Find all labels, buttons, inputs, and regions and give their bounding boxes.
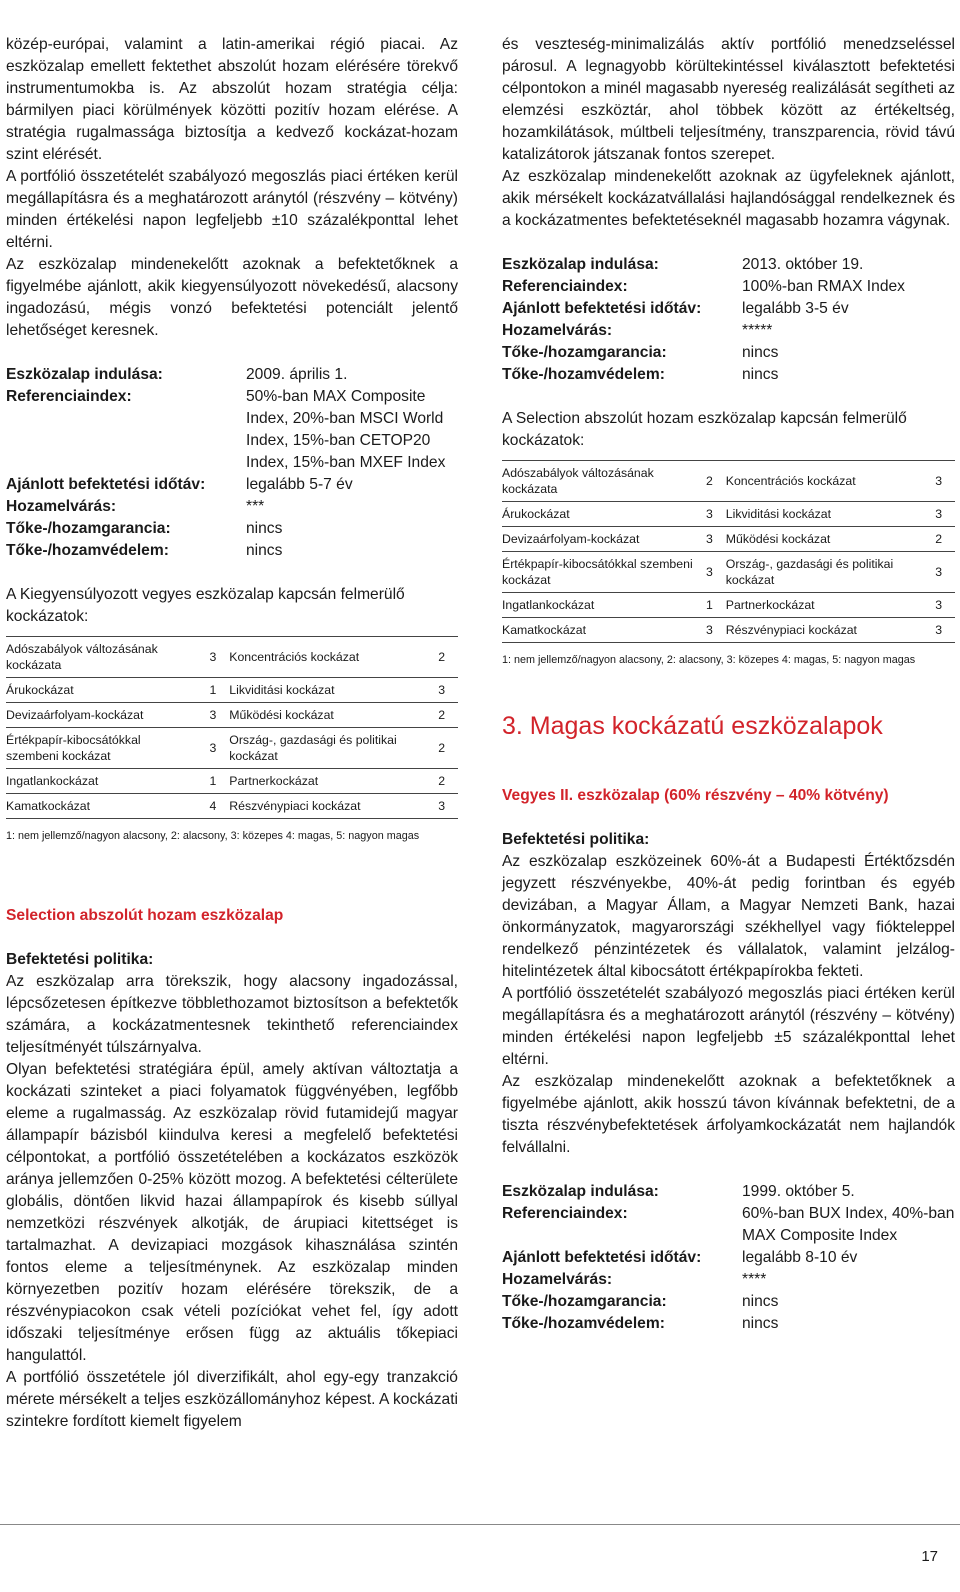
table-row: Kamatkockázat 4 Részvénypiaci kockázat 3 (6, 794, 458, 819)
info-value: ***** (742, 322, 773, 339)
paragraph: Az eszközalap mindenekelőtt azoknak a befektetőknek a figyelmébe ajánlott, akik hosszú távon kívánnak befektetni, de a tiszta részvénybefektetések árfolyamkockázatát nem hajlandók felvállalni. (502, 1073, 955, 1156)
info-key: Referenciaindex: (6, 388, 132, 405)
paragraph: Az eszközalap arra törekszik, hogy alacsony ingadozással, lépcsőzetesen építkezve többlethozamot biztosítson a befektetők számára, a kockázatmentesnek tekinthető referenciaindex teljesítményét túlszárnyalva. (6, 973, 458, 1056)
paragraph: A portfólió összetételét szabályozó megoszlás piaci értéken kerül megállapításra és a meghatározott aránytól (részvény – kötvény) minden értékelési napon legfeljebb ±5 százalékponttal lehet eltérni. (502, 985, 955, 1068)
info-key: Tőke-/hozamgarancia: (6, 520, 171, 537)
info-key: Tőke-/hozamgarancia: (502, 1293, 667, 1310)
table-row: Kamatkockázat 3 Részvénypiaci kockázat 3 (502, 618, 955, 643)
risk-scale-note: 1: nem jellemző/nagyon alacsony, 2: alacsony, 3: közepes 4: magas, 5: nagyon magas (502, 654, 916, 666)
table-row: Értékpapír-kibocsátókkal szembeni kockázat 3 Ország-, gazdasági és politikai kockázat 3 (502, 552, 955, 593)
info-value: nincs (742, 1293, 779, 1310)
info-value: nincs (742, 1315, 779, 1332)
info-value: 60%-ban BUX Index, 40%-ban MAX Composite Index (742, 1205, 955, 1244)
table-row: Értékpapír-kibocsátókkal szembeni kockázat 3 Ország-, gazdasági és politikai kockázat 2 (6, 728, 458, 769)
info-value: *** (246, 498, 265, 515)
page-number: 17 (921, 1548, 938, 1565)
info-key: Tőke-/hozamgarancia: (502, 344, 667, 361)
info-key: Hozamelvárás: (502, 1271, 613, 1288)
risk-intro: A Kiegyensúlyozott vegyes eszközalap kapcsán felmerülő kockázatok: (6, 586, 405, 625)
info-key: Tőke-/hozamvédelem: (6, 542, 169, 559)
info-value: legalább 8-10 év (742, 1249, 858, 1266)
info-value: legalább 5-7 év (246, 476, 353, 493)
footer-divider (0, 1524, 960, 1525)
info-value: 100%-ban RMAX Index (742, 278, 905, 295)
info-value: nincs (246, 542, 283, 559)
table-row: Árukockázat 3 Likviditási kockázat 3 (502, 502, 955, 527)
fund-info-table (502, 254, 955, 386)
info-key: Tőke-/hozamvédelem: (502, 1315, 665, 1332)
info-key: Tőke-/hozamvédelem: (502, 366, 665, 383)
section-title: Selection abszolút hozam eszközalap (6, 907, 284, 924)
info-value: **** (742, 1271, 767, 1288)
risk-table (6, 636, 458, 819)
paragraph: Az eszközalap eszközeinek 60%-át a Budapesti Értéktőzsdén jegyzett részvényekbe, 40%-át pedig forintban és egyéb devizában, a Magyar Állam, a Magyar Nemzeti Bank, hazai önkormányzatok, magyarországi székhellyel vagy fiókteleppel rendelkező pénzintézetek és vállalatok, valamint jelzálog-hitelintézetek által kibocsátott értékpapírokba fekteti. (502, 853, 955, 980)
info-key: Hozamelvárás: (6, 498, 117, 515)
risk-table (502, 460, 955, 643)
info-key: Ajánlott befektetési időtáv: (6, 476, 206, 493)
policy-heading: Befektetési politika: (6, 951, 154, 968)
info-key: Referenciaindex: (502, 1205, 628, 1222)
info-value: 2009. április 1. (246, 366, 348, 383)
table-row: Adószabályok változásának kockázata 3 Koncentrációs kockázat 2 (6, 637, 458, 678)
info-value: 2013. október 19. (742, 256, 864, 273)
info-value: nincs (742, 344, 779, 361)
info-value: nincs (742, 366, 779, 383)
right-column (502, 34, 955, 1335)
info-key: Hozamelvárás: (502, 322, 613, 339)
section-title: Vegyes II. eszközalap (60% részvény – 40% kötvény) (502, 787, 889, 804)
info-value: legalább 3-5 év (742, 300, 849, 317)
risk-scale-note: 1: nem jellemző/nagyon alacsony, 2: alacsony, 3: közepes 4: magas, 5: nagyon magas (6, 830, 420, 842)
table-row: Ingatlankockázat 1 Partnerkockázat 3 (502, 593, 955, 618)
paragraph: A portfólió összetételét szabályozó megoszlás piaci értéken kerül megállapításra és a meghatározott aránytól (részvény – kötvény) minden értékelési napon legfeljebb ±10 százalékponttal lehet eltérni. (6, 168, 458, 251)
info-key: Eszközalap indulása: (502, 256, 659, 273)
paragraph: Az eszközalap mindenekelőtt azoknak az ügyfeleknek ajánlott, akik mérsékelt kockázatvállalási hajlandósággal rendelkeznek és a kockázatmentes befektetéseknél magasabb hozamra vágynak. (502, 168, 955, 229)
fund-info-table (6, 364, 458, 562)
policy-heading: Befektetési politika: (502, 831, 650, 848)
table-row: Árukockázat 1 Likviditási kockázat 3 (6, 678, 458, 703)
paragraph: és veszteség-minimalizálás aktív portfólió menedzseléssel párosul. A legnagyobb körültekintéssel kiválasztott befektetési célpontokon a minél magasabb nyereség realizálását segítheti az elemzési eszköztár, ahol többek között az értékeltség, hozamkilátások, múltbeli teljesítmény, transzparencia, rövid távú katalizátorok játszanak fontos szerepet. (502, 36, 955, 163)
paragraph: Az eszközalap mindenekelőtt azoknak a befektetőknek a figyelmébe ajánlott, akik kiegyensúlyozott növekedésű, alacsony ingadozású, mégis vonzó befektetési potenciált jelentő lehetőséget keresnek. (6, 256, 458, 339)
paragraph: Olyan befektetési stratégiára épül, amely aktívan változtatja a kockázati szinteket a piaci folyamatok függvényében, legfőbb eleme a rugalmasság. Az eszközalap rövid futamidejű magyar állampapír bázisból kiindulva keresi a megfelelő befektetési célpontokat, a portfólió összetételében a kockázatos eszközök aránya jellemzően 0-25% között mozog. A befektetési célterülete globális, döntően likvid hazai állampapírok és kisebb súllyal nemzetközi részvények alkotják, de árupiaci kitettséget is tartalmazhat. A devizapiaci mozgások kihasználása szintén fontos eleme a teljesítménynek. Az eszközalap minden környezetben pozitív hozam elérésére törekszik, de a részvénypiacokon csak vételi pozíciókat vehet fel, így adott időszaki teljesítménye erősen függ az aktuális tőkepiaci hangulattól. (6, 1061, 458, 1364)
info-value: 50%-ban MAX Composite Index, 20%-ban MSCI World Index, 15%-ban CETOP20 Index, 15%-ban MXEF Index (246, 388, 446, 471)
paragraph: közép-európai, valamint a latin-amerikai régió piacai. Az eszközalap emellett fektethet abszolút hozam elérésére törekvő instrumentumokba is. Az abszolút hozam stratégia célja: bármilyen piaci körülmények közötti pozitív hozam elérése. A stratégia rugalmassága biztosítja a kedvező kockázat-hozam szint elérését. (6, 36, 458, 163)
fund-info-table (502, 1181, 955, 1335)
table-row: Devizaárfolyam-kockázat 3 Működési kockázat 2 (502, 527, 955, 552)
info-value: nincs (246, 520, 283, 537)
paragraph: A portfólió összetétele jól diverzifikált, ahol egy-egy tranzakció mérete mérsékelt a teljes eszközállományhoz képest. A kockázati szintekre fordított kiemelt figyelem (6, 1369, 458, 1430)
risk-intro: A Selection abszolút hozam eszközalap kapcsán felmerülő kockázatok: (502, 410, 907, 449)
info-key: Ajánlott befektetési időtáv: (502, 1249, 702, 1266)
table-row: Adószabályok változásának kockázata 2 Koncentrációs kockázat 3 (502, 461, 955, 502)
left-column (6, 34, 458, 1433)
info-key: Ajánlott befektetési időtáv: (502, 300, 702, 317)
table-row: Ingatlankockázat 1 Partnerkockázat 2 (6, 769, 458, 794)
info-key: Referenciaindex: (502, 278, 628, 295)
info-value: 1999. október 5. (742, 1183, 855, 1200)
info-key: Eszközalap indulása: (502, 1183, 659, 1200)
info-key: Eszközalap indulása: (6, 366, 163, 383)
table-row: Devizaárfolyam-kockázat 3 Működési kockázat 2 (6, 703, 458, 728)
chapter-title: 3. Magas kockázatú eszközalapok (502, 712, 883, 740)
